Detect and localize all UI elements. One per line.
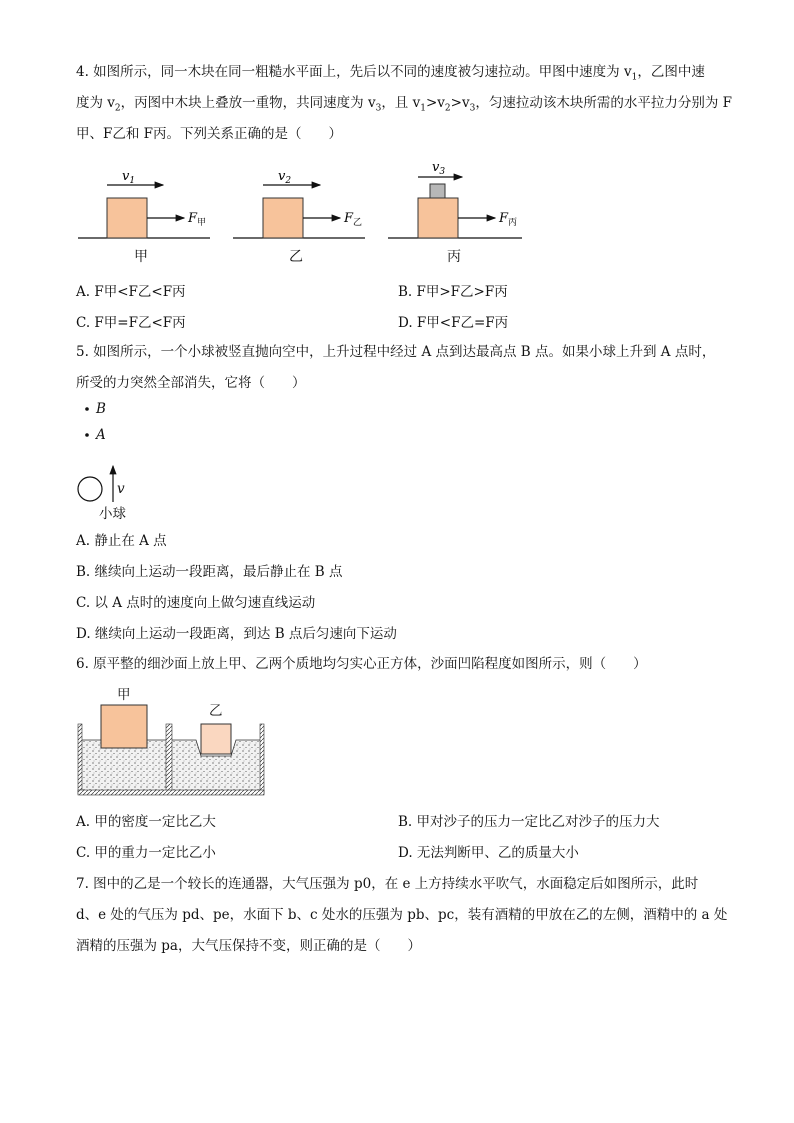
q4-line2: 度为 $v_2$，丙图中木块上叠放一重物，共同速度为 $v_3$，且 $v_1>v_2>v_3$，匀速拉动该木块所需的水平拉力分别为 F [76, 95, 733, 114]
cube-jia [101, 705, 147, 748]
fig-label-yi: 乙 [289, 249, 303, 265]
velocity-label-bing: $v_3$ [432, 160, 446, 177]
cube-label-jia: 甲 [117, 687, 131, 703]
cube-label-yi: 乙 [209, 703, 223, 719]
q5-figure [70, 398, 160, 508]
fig-label-jia: 甲 [134, 249, 148, 265]
fig-label-bing: 丙 [447, 249, 461, 265]
wall-right [260, 724, 264, 794]
force-label-jia: $F_甲$ [188, 211, 207, 228]
q7-line2: d、e 处的气压为 pd、pe，水面下 b、c 处水的压强为 pb、pc，装有酒精的甲放在乙的左侧，酒精中的 a 处 [76, 907, 728, 923]
q4-option-c[interactable]: C. F甲=F乙<F丙 [76, 315, 186, 331]
point-a-dot [85, 433, 89, 437]
q7-line1: 7. 图中的乙是一个较长的连通器，大气压强为 p0，在 e 上方持续水平吹气，水面稳定后如图所示，此时 [76, 876, 699, 892]
point-b-label: B [96, 401, 106, 417]
cube-yi [201, 724, 231, 754]
q4-option-a[interactable]: A. F甲<F乙<F丙 [76, 284, 186, 300]
q4-line3: 甲、F乙和 F丙。下列关系正确的是（ ） [76, 126, 343, 142]
q4-option-b[interactable]: B. F甲>F乙>F丙 [398, 284, 508, 300]
q4-option-d[interactable]: D. F甲<F乙=F丙 [398, 315, 509, 331]
point-b-dot [85, 407, 89, 411]
block-yi [263, 198, 303, 238]
q4-line1: 4. 如图所示，同一木块在同一粗糙水平面上，先后以不同的速度被匀速拉动。甲图中速度为 $v_1$，乙图中速 [76, 64, 705, 83]
q5-line1: 5. 如图所示，一个小球被竖直抛向空中，上升过程中经过 A 点到达最高点 B 点。如果小球上升到 A 点时， [76, 344, 716, 360]
force-label-bing: $F_丙$ [499, 211, 518, 228]
q6-option-c[interactable]: C. 甲的重力一定比乙小 [76, 845, 216, 861]
velocity-label-jia: $v_1$ [122, 169, 136, 186]
q5-line2: 所受的力突然全部消失，它将（ ） [76, 375, 306, 391]
q6-figure [74, 684, 274, 802]
q5-option-b[interactable]: B. 继续向上运动一段距离，最后静止在 B 点 [76, 564, 343, 580]
ball [78, 477, 102, 501]
wall-left [78, 724, 82, 794]
q5-option-a[interactable]: A. 静止在 A 点 [76, 533, 167, 549]
q7-line3: 酒精的压强为 pa，大气压保持不变，则正确的是（ ） [76, 938, 421, 954]
q6-line1: 6. 原平整的细沙面上放上甲、乙两个质地均匀实心正方体，沙面凹陷程度如图所示，则（ ） [76, 656, 647, 672]
block-jia [107, 198, 147, 238]
q6-option-b[interactable]: B. 甲对沙子的压力一定比乙对沙子的压力大 [398, 814, 660, 830]
point-a-label: A [96, 427, 106, 443]
q5-option-d[interactable]: D. 继续向上运动一段距离，到达 B 点后匀速向下运动 [76, 626, 397, 642]
wall-middle [166, 724, 172, 794]
container-bottom [78, 790, 264, 795]
q6-option-d[interactable]: D. 无法判断甲、乙的质量大小 [398, 845, 579, 861]
ball-label: 小球 [99, 506, 126, 522]
q5-option-c[interactable]: C. 以 A 点时的速度向上做匀速直线运动 [76, 595, 316, 611]
velocity-label-yi: $v_2$ [278, 169, 292, 186]
q6-option-a[interactable]: A. 甲的密度一定比乙大 [76, 814, 216, 830]
velocity-label: v [117, 481, 125, 497]
force-label-yi: $F_乙$ [344, 211, 363, 228]
weight-bing [430, 184, 445, 198]
block-bing [418, 198, 458, 238]
